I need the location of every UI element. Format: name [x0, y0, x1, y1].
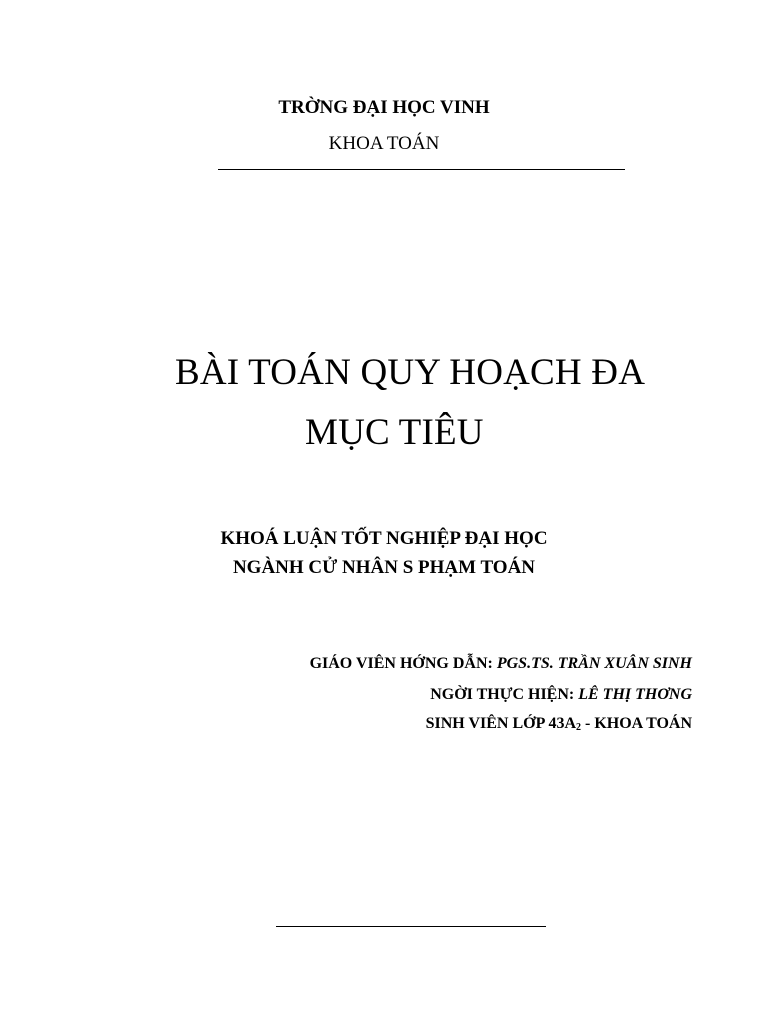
- author-label: NGỜI THỰC HIỆN:: [430, 686, 579, 703]
- class-line: [426, 715, 692, 733]
- class-suffix: - KHOA TOÁN: [581, 715, 692, 732]
- thesis-title-line-1: BÀI TOÁN QUY HOẠCH ĐA: [175, 352, 646, 393]
- thesis-title-line-2: MỤC TIÊU: [305, 412, 484, 453]
- footer-divider: [276, 926, 546, 927]
- author-name: LÊ THỊ THƠNG: [578, 686, 692, 703]
- advisor-line: [310, 655, 692, 673]
- faculty-name: KHOA TOÁN: [328, 133, 440, 154]
- class-subscript: 2: [576, 722, 582, 733]
- thesis-type: KHOÁ LUẬN TỐT NGHIỆP ĐẠI HỌC: [220, 528, 548, 549]
- author-line: [430, 686, 692, 704]
- advisor-label: GIÁO VIÊN HỚNG DẪN:: [309, 655, 497, 672]
- class-prefix: SINH VIÊN LỚP 43A: [425, 715, 577, 732]
- header-divider: [218, 169, 625, 170]
- program-name: NGÀNH CỬ NHÂN S PHẠM TOÁN: [232, 557, 536, 578]
- advisor-name: PGS.TS. TRẦN XUÂN SINH: [496, 655, 692, 672]
- university-name: TRỜNG ĐẠI HỌC VINH: [278, 97, 490, 118]
